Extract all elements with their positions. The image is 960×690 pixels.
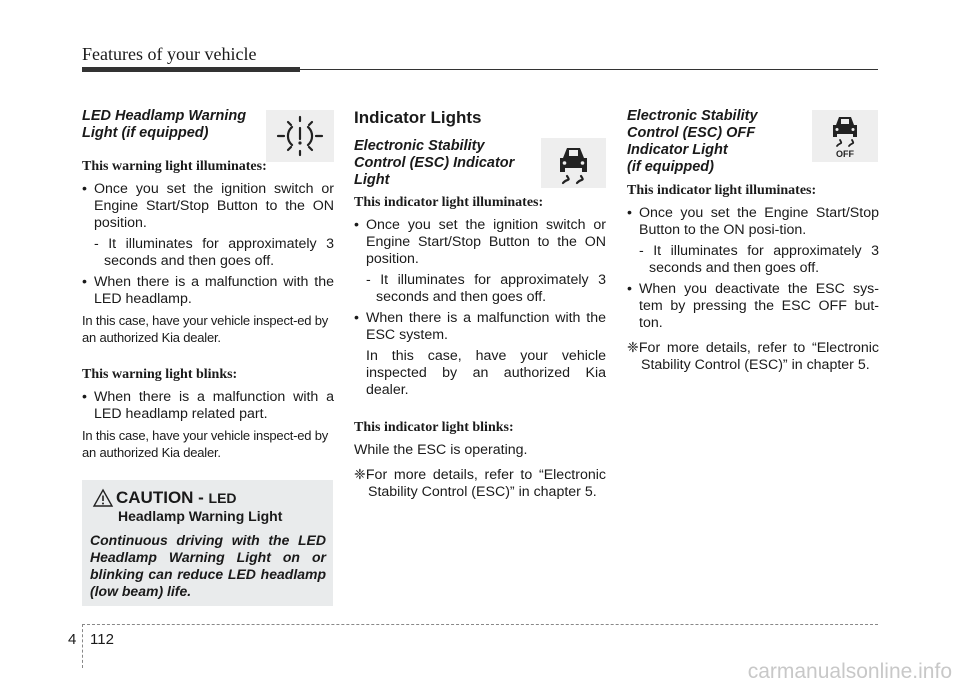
watermark: carmanualsonline.info bbox=[747, 660, 952, 683]
led-dash-three-seconds: - It illuminates for approximately 3 seconds and then goes off. bbox=[94, 236, 334, 269]
led-illuminates-heading: This warning light illuminates: bbox=[82, 159, 267, 174]
esc-bullet-ignition: • Once you set the ignition switch or Engine Start/Stop Button to the ON position. bbox=[354, 217, 606, 268]
esc-off-heading-line1: Electronic Stability bbox=[627, 108, 758, 124]
warning-triangle-icon bbox=[92, 488, 114, 508]
led-note-inspect-2: In this case, have your vehicle inspect-ed by an authorized Kia dealer. bbox=[82, 428, 329, 460]
esc-heading-line2: Control (ESC) Indicator bbox=[354, 155, 515, 171]
led-blinks-heading: This warning light blinks: bbox=[82, 367, 238, 382]
page-header: Features of your vehicle bbox=[82, 44, 257, 64]
caution-subtitle: Headlamp Warning Light bbox=[118, 508, 283, 524]
led-bullet-related-part: • When there is a malfunction with a LED headlamp related part. bbox=[82, 389, 334, 423]
esc-off-reference: ❈For more details, refer to “Electronic Stability Control (ESC)” in chapter 5. bbox=[627, 340, 879, 373]
caution-title-main: CAUTION - bbox=[116, 488, 209, 507]
esc-dash-three-seconds: - It illuminates for approximately 3 seconds and then goes off. bbox=[366, 272, 606, 305]
esc-off-heading-line3: Indicator Light bbox=[627, 142, 728, 158]
caution-box bbox=[82, 480, 333, 606]
column-esc-off bbox=[627, 108, 879, 374]
column-led-headlamp bbox=[82, 108, 334, 465]
caution-title-led: LED bbox=[208, 490, 237, 506]
caution-body: Continuous driving with the LED Headlamp Warning Light on or blinking can reduce LED headlamp (low beam) life. bbox=[90, 532, 326, 599]
esc-off-dash-three-seconds: - It illuminates for approximately 3 seconds and then goes off. bbox=[639, 243, 879, 276]
esc-off-heading-line2: Control (ESC) OFF bbox=[627, 125, 756, 141]
esc-off-bullet-deactivate: • When you deactivate the ESC sys-tem by pressing the ESC OFF but-ton. bbox=[627, 281, 879, 332]
footer-vertical-rule bbox=[82, 624, 83, 668]
esc-blinks-heading: This indicator light blinks: bbox=[354, 420, 514, 435]
column-esc-indicator bbox=[354, 108, 606, 501]
esc-bullet-malfunction: • When there is a malfunction with the ESC system. bbox=[354, 310, 606, 344]
caution-title bbox=[116, 488, 237, 508]
esc-inspect-note: In this case, have your vehicle inspected by an authorized Kia dealer. bbox=[366, 348, 606, 398]
esc-off-heading-line4: (if equipped) bbox=[627, 159, 714, 175]
esc-off-bullet-engine-start: • Once you set the Engine Start/Stop Button to the ON posi-tion. bbox=[627, 205, 879, 239]
led-heading-line1: LED Headlamp Warning bbox=[82, 108, 247, 124]
esc-operating: While the ESC is operating. bbox=[354, 442, 528, 458]
header-rule-thick bbox=[82, 67, 300, 72]
page-number: 112 bbox=[90, 631, 114, 648]
indicator-lights-title: Indicator Lights bbox=[354, 108, 482, 127]
led-note-inspect-1: In this case, have your vehicle inspect-ed by an authorized Kia dealer. bbox=[82, 313, 329, 345]
esc-heading-line1: Electronic Stability bbox=[354, 138, 485, 154]
esc-off-illuminates-heading: This indicator light illuminates: bbox=[627, 183, 817, 198]
led-bullet-ignition: • Once you set the ignition switch or Engine Start/Stop Button to the ON position. bbox=[82, 181, 334, 232]
chapter-number: 4 bbox=[68, 631, 77, 648]
led-bullet-malfunction: • When there is a malfunction with the LED headlamp. bbox=[82, 274, 334, 308]
esc-off-icon-label: OFF bbox=[836, 149, 854, 159]
footer-rule bbox=[82, 624, 878, 625]
header-rule-thin bbox=[300, 69, 878, 70]
esc-heading-line3: Light bbox=[354, 172, 390, 188]
esc-reference: ❈For more details, refer to “Electronic Stability Control (ESC)” in chapter 5. bbox=[354, 467, 606, 500]
esc-illuminates-heading: This indicator light illuminates: bbox=[354, 195, 544, 210]
led-heading-line2: Light (if equipped) bbox=[82, 125, 209, 141]
